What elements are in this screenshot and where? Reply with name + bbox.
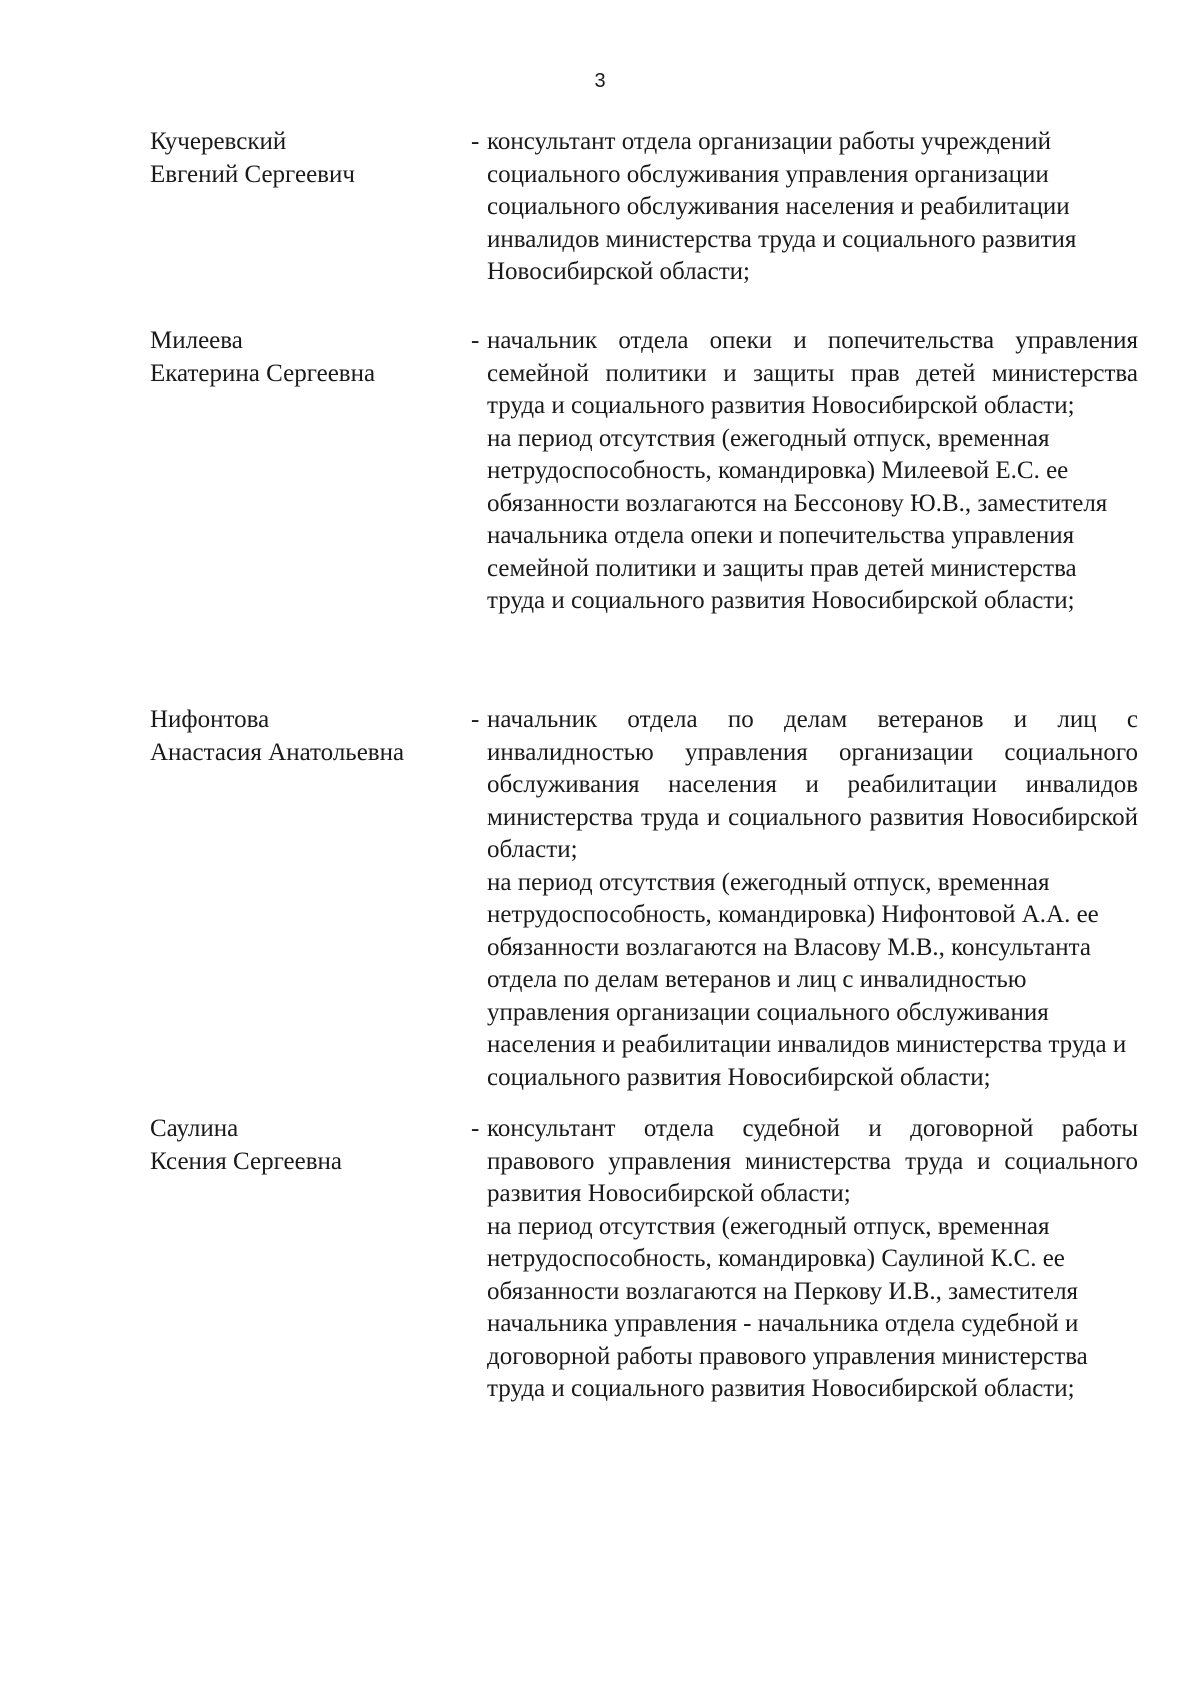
staff-entry — [150, 704, 1140, 1104]
person-given-names: Ксения Сергеевна — [150, 1147, 343, 1175]
description-paragraph: начальник отдела по делам ветеранов и лиц с инвалидностью управления организации социального обслуживания населения и реабилитации инвалидов министерства труда и социального развития Новосибирской области; — [487, 706, 1138, 863]
page-number: 3 — [594, 70, 606, 92]
entry-dash: - — [471, 128, 480, 155]
person-given-names: Евгений Сергеевич — [150, 160, 355, 188]
entry-dash: - — [471, 327, 480, 354]
person-name — [150, 325, 470, 390]
position-description — [487, 1113, 1138, 1406]
substitution-paragraph: на период отсутствия (ежегодный отпуск, временная нетрудоспособность, командировка) Нифонтовой А.А. ее обязанности возлагаются на Власову М.В., консультанта отдела по делам ветеранов и лиц с инвалидностью управления организации социального обслуживания населения и реабилитации инвалидов министерства труда и социального развития Новосибирской области; — [487, 868, 1127, 1091]
description-paragraph: консультант отдела судебной и договорной работы правового управления министерства труда и социального развития Новосибирской области; — [487, 1115, 1138, 1207]
person-surname: Саулина — [150, 1115, 239, 1142]
position-description — [487, 704, 1138, 1094]
person-given-names: Анастасия Анатольевна — [150, 738, 405, 766]
staff-entry — [150, 325, 1140, 660]
description-paragraph: консультант отдела организации работы учреждений социального обслуживания управления организации социального обслуживания населения и реабилитации инвалидов министерства труда и социального развития Новосибирской области; — [487, 128, 1077, 285]
person-name — [150, 1113, 470, 1178]
entry-dash: - — [471, 1115, 480, 1142]
person-surname: Нифонтова — [150, 706, 270, 733]
staff-entry — [150, 1113, 1140, 1428]
person-surname: Кучеревский — [150, 128, 287, 155]
substitution-paragraph: на период отсутствия (ежегодный отпуск, временная нетрудоспособность, командировка) Милеевой Е.С. ее обязанности возлагаются на Бессонову Ю.В., заместителя начальника отдела опеки и попечительства управления семейной политики и защиты прав детей министерства труда и социального развития Новосибирской области; — [487, 424, 1108, 614]
person-surname: Милеева — [150, 327, 243, 354]
description-paragraph: начальник отдела опеки и попечительства управления семейной политики и защиты прав детей министерства труда и социального развития Новосибирской области; — [487, 327, 1138, 419]
entry-dash: - — [471, 706, 480, 733]
person-name — [150, 126, 470, 191]
position-description — [487, 325, 1138, 618]
position-description — [487, 126, 1138, 289]
person-name — [150, 704, 470, 769]
substitution-paragraph: на период отсутствия (ежегодный отпуск, временная нетрудоспособность, командировка) Саулиной К.С. ее обязанности возлагаются на Перкову И.В., заместителя начальника управления - начальника отдела судебной и договорной работы правового управления министерства труда и социального развития Новосибирской области; — [487, 1212, 1088, 1402]
staff-entry — [150, 126, 1140, 296]
person-given-names: Екатерина Сергеевна — [150, 359, 376, 387]
